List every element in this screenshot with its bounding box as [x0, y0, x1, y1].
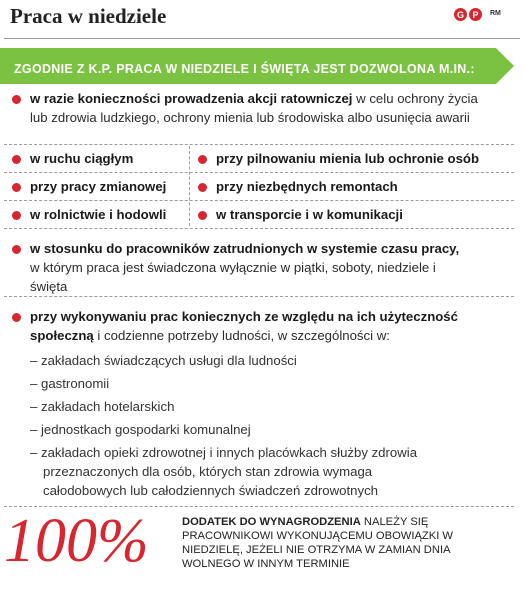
footer-bold-text: DODATEK DO WYNAGRODZENIA — [182, 516, 361, 528]
column-divider — [189, 146, 190, 226]
footer-text: NALEŻY SIĘ PRACOWNIKOWI WYKONUJĄCEMU OBOWIĄZKI W NIEDZIELĘ, JEŻELI NIE OTRZYMA W ZAMIAN DNIA WOLNEGO W INNYM TERMINIE — [182, 516, 453, 570]
bullet-icon — [12, 95, 21, 104]
bullet-icon — [198, 183, 207, 192]
bullet-icon — [12, 183, 21, 192]
bullet-icon — [12, 155, 21, 164]
page-title: Praca w niedziele — [10, 4, 167, 28]
percent-figure: 100% — [4, 507, 149, 575]
item-bold-text: w razie konieczności prowadzenia akcji ratowniczej — [30, 91, 353, 106]
sub-item: – zakładach opieki zdrowotnej i innych placówkach służby zdrowia — [30, 445, 418, 460]
list-item — [30, 89, 490, 127]
logo-g-icon: G — [454, 8, 467, 21]
item-bold-text: w rolnictwie i hodowli — [30, 207, 167, 222]
sub-item: – zakładach świadczących usługi dla ludności — [30, 353, 297, 368]
bullet-icon — [12, 211, 21, 220]
list-item — [216, 177, 398, 196]
list-item — [30, 149, 133, 168]
divider — [4, 200, 514, 201]
item-bold-text: przy pilnowaniu mienia lub ochronie osób — [216, 151, 480, 166]
bullet-icon — [12, 245, 21, 254]
sub-item-continuation: całodobowych lub całodziennych świadczeń zdrowotnych — [43, 483, 379, 498]
divider — [4, 172, 514, 173]
title-divider — [4, 38, 520, 39]
banner-text: ZGODNIE Z K.P. PRACA W NIEDZIELE I ŚWIĘTA JEST DOZWOLONA M.IN.: — [14, 62, 475, 76]
list-item — [30, 205, 166, 224]
sub-item: – gastronomii — [30, 376, 110, 391]
item-bold-text: w ruchu ciągłym — [30, 151, 134, 166]
item-text: w którym praca jest świadczona wyłącznie w piątki, soboty, niedziele i święta — [30, 260, 436, 294]
item-bold-text: w stosunku do pracowników zatrudnionych w systemie czasu pracy, — [30, 241, 460, 256]
footer-note — [182, 515, 482, 571]
list-item — [30, 307, 512, 345]
divider — [4, 296, 514, 297]
publisher-logo — [454, 8, 482, 21]
item-bold-text: przy niezbędnych remontach — [216, 179, 398, 194]
bullet-icon — [198, 211, 207, 220]
list-item — [216, 149, 479, 168]
item-bold-text: w transporcie i w komunikacji — [216, 207, 403, 222]
author-credit: RM — [490, 10, 501, 17]
sub-item-continuation: przeznaczonych dla osób, których stan zdrowia wymaga — [43, 464, 373, 479]
sub-item: – zakładach hotelarskich — [30, 399, 175, 414]
divider — [4, 228, 514, 229]
item-bold-text: przy pracy zmianowej — [30, 179, 167, 194]
list-item — [30, 177, 166, 196]
item-bold-text: przy wykonywaniu prac koniecznych ze względu na ich użyteczność społeczną — [30, 309, 458, 343]
divider — [4, 144, 514, 145]
list-item — [30, 239, 470, 296]
item-text: i codzienne potrzeby ludności, w szczególności w: — [93, 328, 390, 343]
bullet-icon — [198, 155, 207, 164]
item-text: w celu ochrony życia lub zdrowia ludzkiego, ochrony mienia lub środowiska albo usunięcia awarii — [30, 91, 478, 125]
sub-item: – jednostkach gospodarki komunalnej — [30, 422, 251, 437]
list-item — [216, 205, 403, 224]
logo-p-icon: P — [469, 8, 482, 21]
bullet-icon — [12, 313, 21, 322]
